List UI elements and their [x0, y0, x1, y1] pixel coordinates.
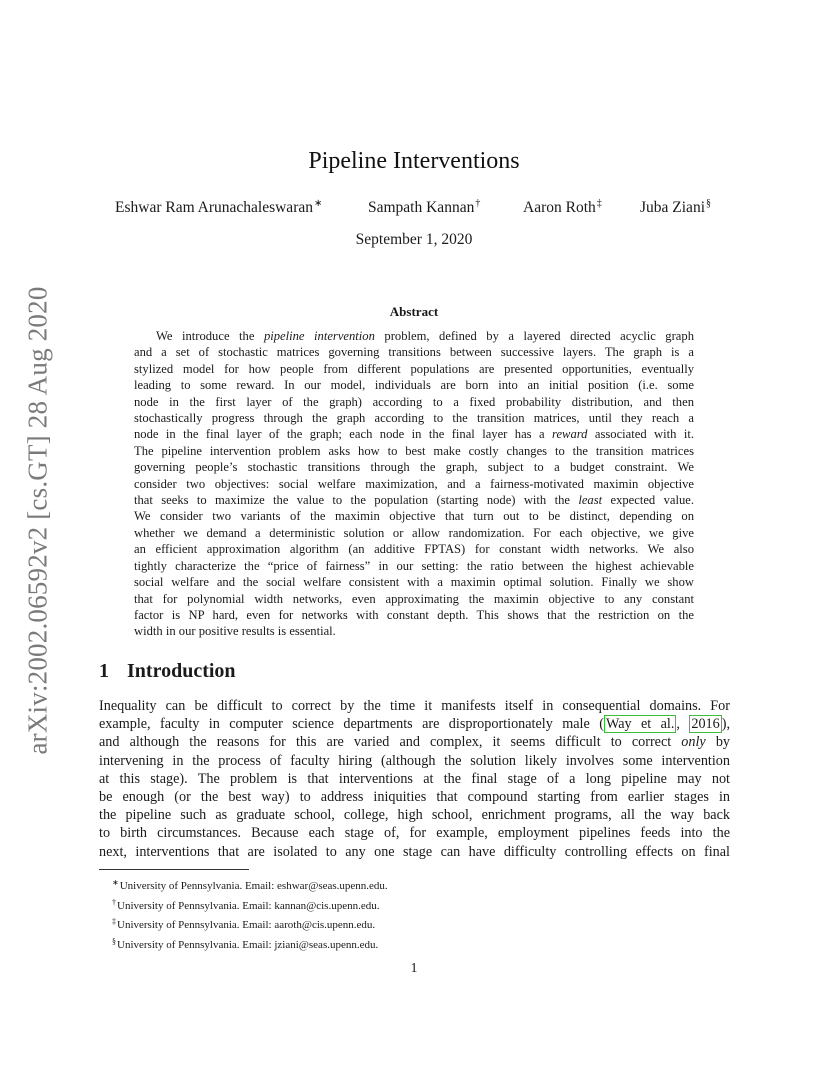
abstract-line: We consider two variants of the maximin objective that turn out to be distinct, depending on — [134, 509, 694, 524]
section-heading — [99, 660, 236, 683]
paper-title: Pipeline Interventions — [308, 148, 520, 174]
section-title: Introduction — [127, 660, 236, 682]
author-mark: ‡ — [596, 198, 602, 209]
citation-link-author[interactable]: Way et al. — [605, 716, 675, 733]
abstract-line: social welfare and the social welfare consistent with a maximin optimal solution. Finally we show — [134, 575, 694, 590]
abstract-line: width in our positive results is essential. — [134, 624, 336, 639]
footnote: ∗University of Pennsylvania. Email: eshwar@seas.upenn.edu. — [112, 878, 388, 892]
abstract-line: leading to some reward. In our model, individuals are born into an initial position (i.e. some — [134, 378, 694, 393]
abstract-heading: Abstract — [389, 304, 439, 319]
abstract-line: that seeks to maximize the value to the population (starting node) with the least expected value. — [134, 493, 694, 508]
abstract-line: node in the first layer of the graph) according to a fixed probability distribution, and then — [134, 394, 694, 409]
author-name: Eshwar Ram Arunachaleswaran — [115, 199, 313, 216]
paper-date: September 1, 2020 — [355, 231, 473, 248]
body-line: and although the reasons for this are varied and complex, it seems difficult to correct only by — [99, 734, 730, 751]
author-name: Juba Ziani — [640, 199, 705, 216]
abstract-line: consider two objectives: social welfare maximization, and a fairness-motivated maximin objective — [134, 476, 694, 491]
author-mark: § — [706, 198, 711, 209]
footnotes — [112, 875, 388, 953]
abstract-line: stochastically progress through the graph according to the transition matrices, until they reach a — [134, 411, 694, 426]
body-line: the pipeline such as graduate school, college, high school, enrichment programs, all the way back — [99, 807, 730, 824]
abstract-line: The pipeline intervention problem asks how to best make costly changes to the transition matrices — [134, 443, 694, 458]
body-line: Inequality can be difficult to correct by the time it manifests itself in consequential domains. For — [99, 698, 730, 714]
body-line: at this stage). The problem is that interventions at the final stage of a long pipeline may not — [99, 770, 730, 787]
author-4 — [640, 198, 711, 217]
author-3 — [523, 198, 602, 217]
body-line: next, interventions that are isolated to any one stage can have difficulty controlling effects on final — [99, 843, 730, 860]
arxiv-stamp-text: arXiv:2002.06592v2 [cs.GT] 28 Aug 2020 — [22, 285, 53, 755]
abstract-line: node in the final layer of the graph; each node in the final layer has a reward associated with it. — [134, 427, 695, 442]
abstract-line: factor is NP hard, even for networks with constant depth. This shows that the restriction on the — [134, 607, 694, 622]
abstract-body — [134, 328, 694, 640]
introduction-body — [99, 697, 730, 861]
abstract-line: tightly characterize the “price of fairness” in our setting: the ratio between the highest achievable — [134, 558, 694, 573]
abstract-line: We introduce the pipeline intervention problem, defined by a layered directed acyclic graph — [156, 329, 694, 343]
author-name: Aaron Roth — [523, 199, 596, 216]
abstract-line: whether we demand a deterministic solution or allow randomization. For each objective, we give — [134, 525, 694, 540]
abstract-line: that for polynomial width networks, even approximating the maximin objective to any constant — [134, 591, 694, 606]
author-1 — [115, 198, 322, 217]
footnote-rule — [99, 869, 249, 870]
body-line: be enough (or the best way) to address iniquities that compound starting from earlier stages in — [99, 789, 730, 806]
body-line: intervening in the process of faculty hiring (although the solution likely involves some intervention — [99, 752, 730, 769]
citation-link-year[interactable]: 2016 — [691, 716, 720, 733]
abstract-line: and a set of stochastic matrices governing transitions between successive layers. The graph is a — [134, 345, 694, 360]
author-mark: † — [475, 198, 481, 209]
body-line: example, faculty in computer science departments are disproportionately male ( Way et al. , 2016 ), — [99, 716, 731, 733]
section-number: 1 — [99, 660, 109, 682]
abstract-line: governing people’s stochastic transitions through the graph, subject to a budget constraint. We — [134, 460, 694, 475]
footnote: ‡University of Pennsylvania. Email: aaroth@cis.upenn.edu. — [112, 917, 376, 931]
author-mark: ∗ — [313, 198, 323, 209]
page-number: 1 — [410, 961, 418, 976]
footnote: †University of Pennsylvania. Email: kannan@cis.upenn.edu. — [112, 897, 380, 912]
body-line: to birth circumstances. Because each stage of, for example, employment pipelines feeds into the — [99, 825, 730, 842]
author-2 — [368, 198, 480, 217]
author-name: Sampath Kannan — [368, 199, 475, 216]
footnote: §University of Pennsylvania. Email: jziani@seas.upenn.edu. — [112, 936, 379, 951]
abstract-line: an efficient approximation algorithm (an additive FPTAS) for constant width networks. We also — [134, 542, 694, 557]
abstract-line: stylized model for how people from different populations are presented opportunities, eventually — [134, 361, 694, 376]
arxiv-stamp — [18, 280, 58, 760]
